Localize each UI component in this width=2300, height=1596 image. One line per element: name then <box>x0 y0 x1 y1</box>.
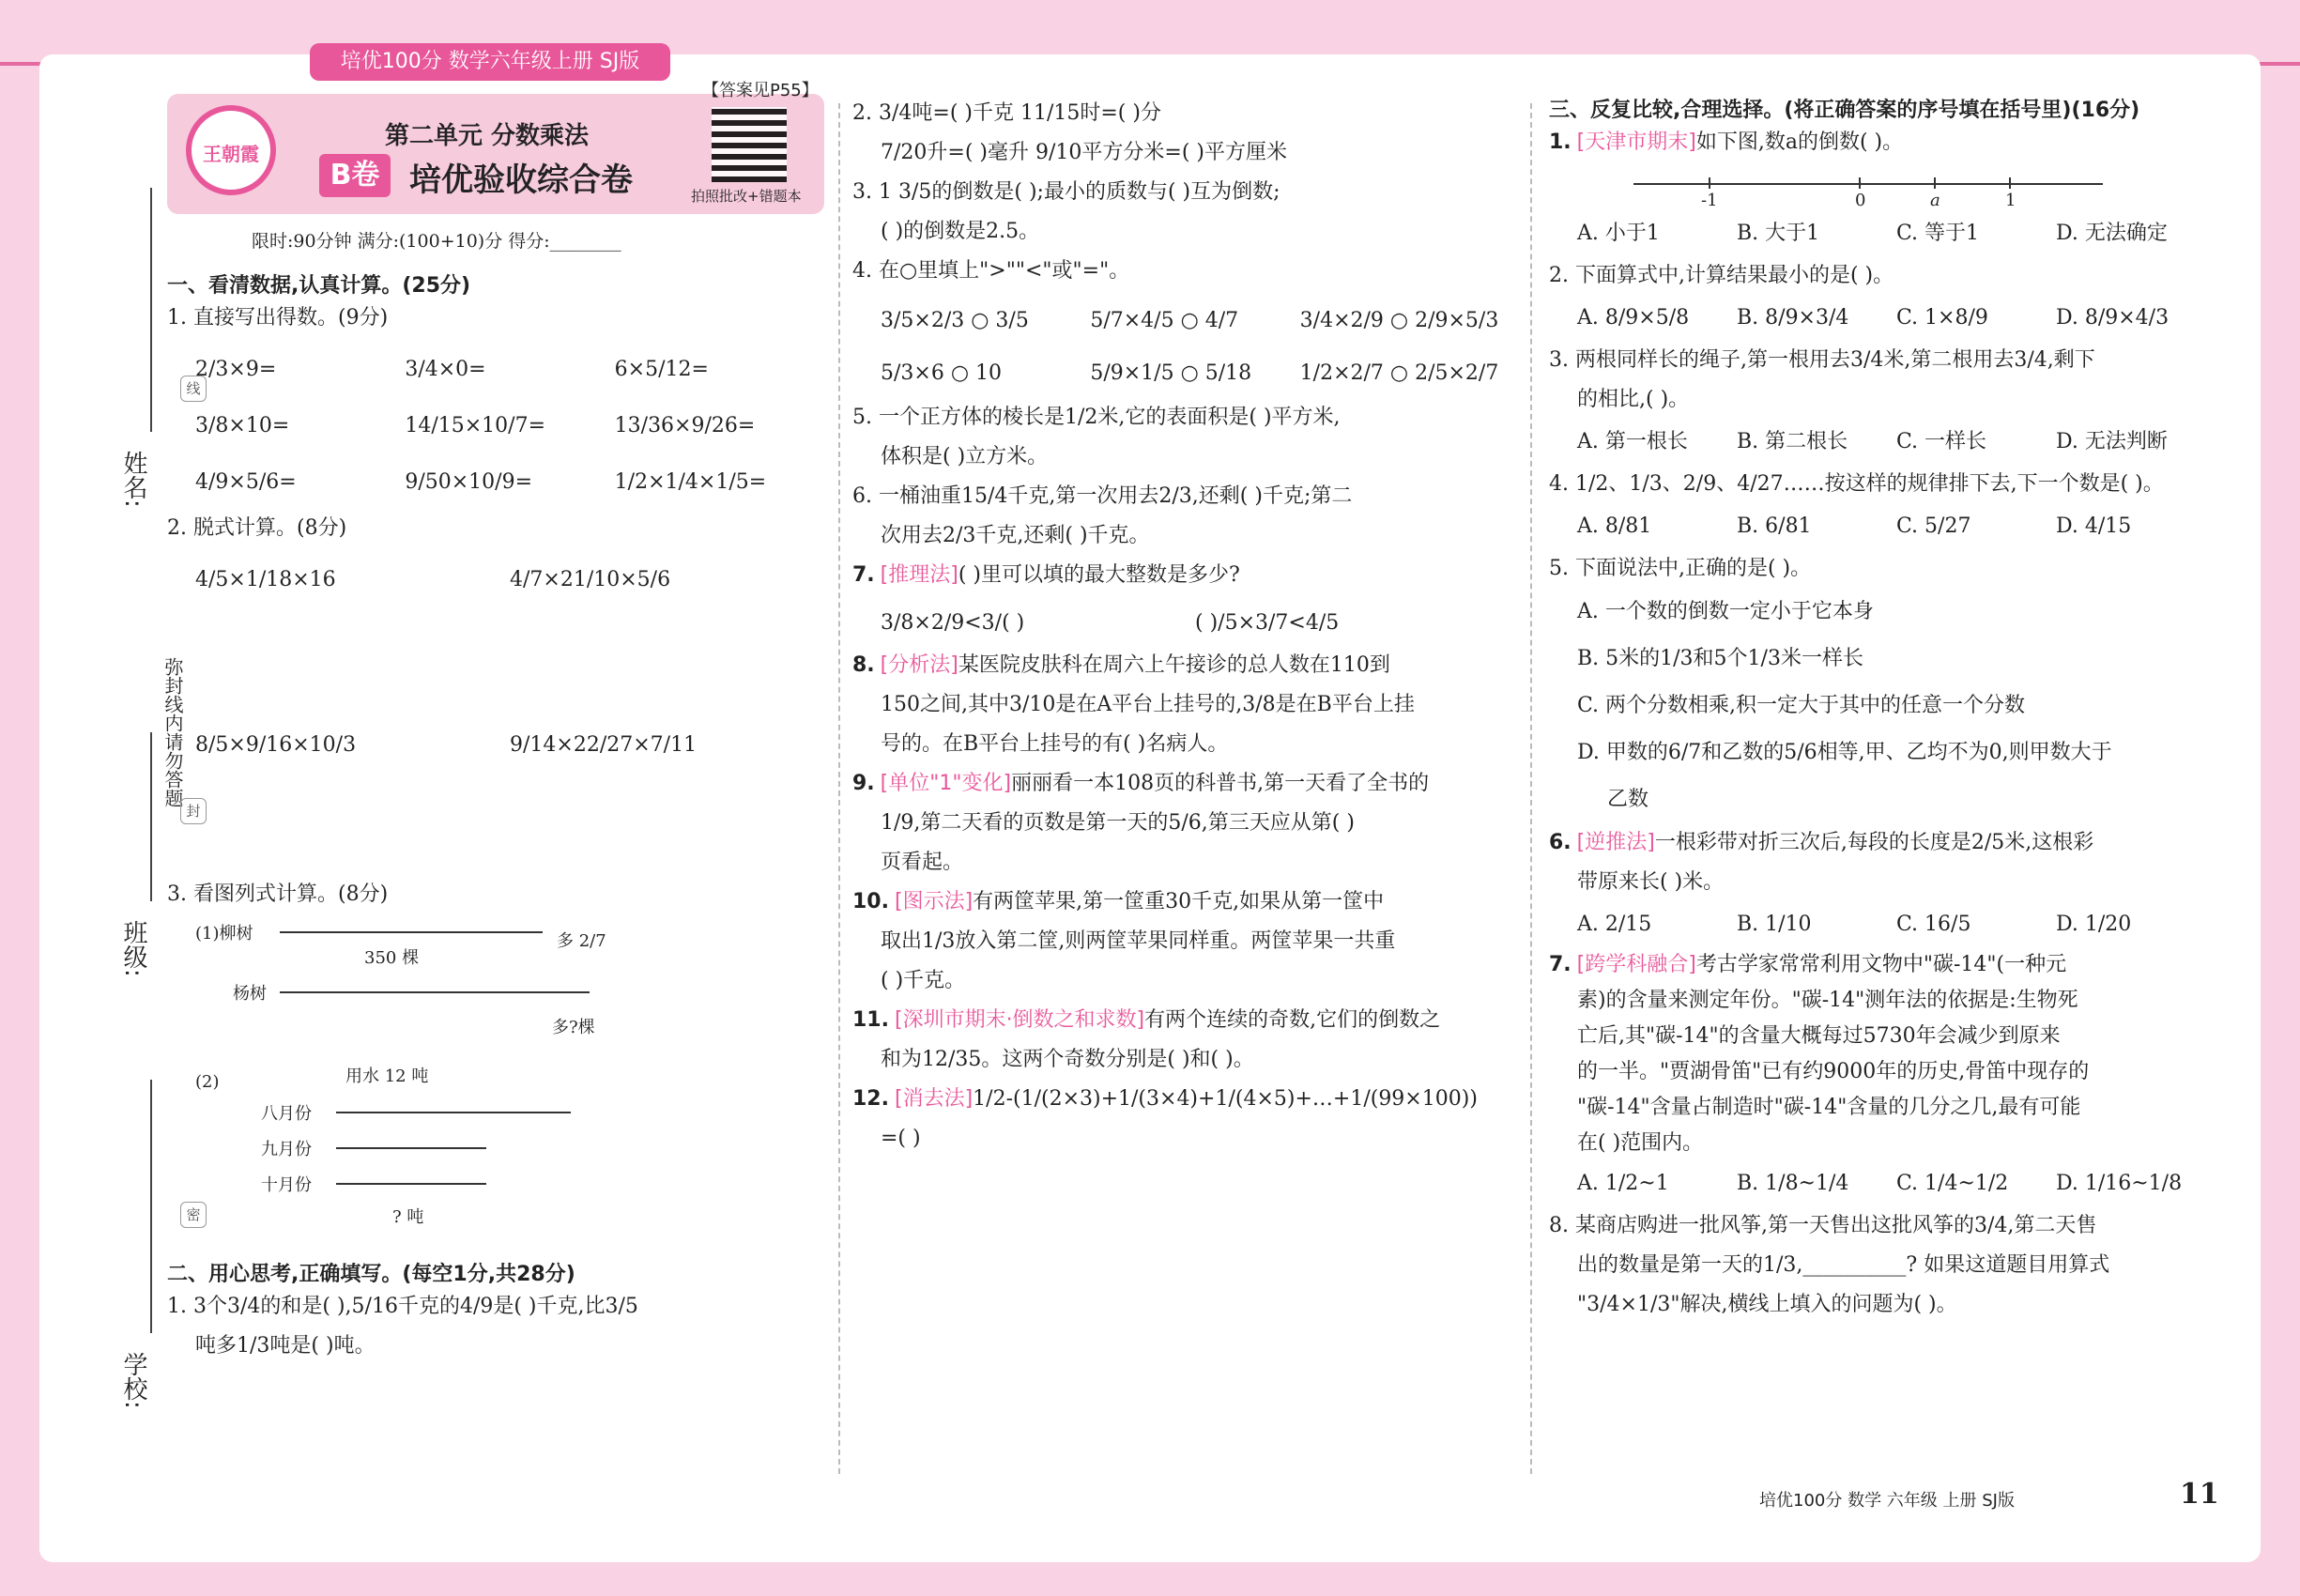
option[interactable]: B. 5米的1/3和5个1/3米一样长 <box>1577 647 1863 670</box>
compare-item: 5/7×4/5 ○ 4/7 <box>1090 309 1239 332</box>
brand-logo <box>186 105 276 195</box>
option[interactable]: A. 2/15 <box>1577 913 1652 936</box>
method-tag: [深圳市期末·倒数之和求数] <box>894 1008 1145 1032</box>
option[interactable]: B. 1/8~1/4 <box>1737 1172 1849 1195</box>
tick <box>1859 177 1861 189</box>
s3-q7d: 的一半。"贾湖骨笛"已有约9000年的历史,骨笛中现存的 <box>1577 1060 2090 1083</box>
method-tag: [图示法] <box>894 890 974 913</box>
poplar-label: 杨树 <box>233 984 267 1004</box>
water-part-label: (2) <box>195 1072 220 1092</box>
section-3-title: 三、反复比较,合理选择。(将正确答案的序号填在括号里)(16分) <box>1549 99 2140 122</box>
option[interactable]: A. 8/81 <box>1577 514 1652 538</box>
option[interactable]: B. 第二根长 <box>1737 430 1848 453</box>
column-2 <box>852 94 1510 1483</box>
month-aug: 八月份 <box>261 1104 312 1124</box>
option[interactable]: D. 无法确定 <box>2056 222 2168 245</box>
s3-q7b: 素)的含量来测定年份。"碳-14"测年法的依据是:生物死 <box>1577 989 2078 1012</box>
option[interactable]: B. 1/10 <box>1737 913 1812 936</box>
seal-note: 弥封线内请勿答题 <box>161 657 184 807</box>
seal-mark-line: 线 <box>180 376 207 402</box>
option[interactable]: B. 8/9×3/4 <box>1737 306 1849 330</box>
number-line-axis <box>1633 183 2103 185</box>
s2-q11b: 和为12/35。这两个奇数分别是( )和( )。 <box>881 1048 1254 1071</box>
ineq-item: 3/8×2/9<3/( ) <box>881 611 1025 635</box>
poplar-ask: 多?棵 <box>552 1018 595 1037</box>
calc-item: 3/8×10= <box>195 414 290 437</box>
option[interactable]: A. 第一根长 <box>1577 430 1688 453</box>
s2-q2b: 7/20升=( )毫升 9/10平方分米=( )平方厘米 <box>881 141 1287 164</box>
tick <box>1934 177 1936 189</box>
tick-label: 1 <box>2005 191 2016 210</box>
option[interactable]: C. 一样长 <box>1896 430 1987 453</box>
s3-q6: 6. [逆推法]一根彩带对折三次后,每段的长度是2/5米,这根彩 <box>1549 831 2094 854</box>
s1-q3: 3. 看图列式计算。(8分) <box>167 882 389 906</box>
method-tag: [逆推法] <box>1576 831 1655 854</box>
option[interactable]: A. 8/9×5/8 <box>1577 306 1690 330</box>
q1-text: 如下图,数a的倒数( )。 <box>1695 130 1904 154</box>
s3-q3b: 的相比,( )。 <box>1577 388 1690 411</box>
more-label: 多 2/7 <box>557 931 606 951</box>
s3-q5: 5. 下面说法中,正确的是( )。 <box>1549 557 1812 580</box>
school-label: 学校: <box>119 1352 147 1409</box>
s2-q1a: 1. 3个3/4的和是( ),5/16千克的4/9是( )千克,比3/5 <box>167 1295 638 1318</box>
s1-q1: 1. 直接写出得数。(9分) <box>167 306 389 330</box>
option[interactable]: B. 大于1 <box>1737 222 1820 245</box>
s1-q2: 2. 脱式计算。(8分) <box>167 516 347 540</box>
class-line <box>150 732 152 901</box>
s2-q11: 11. [深圳市期末·倒数之和求数]有两个连续的奇数,它们的倒数之 <box>852 1008 1441 1032</box>
option[interactable]: C. 两个分数相乘,积一定大于其中的任意一个分数 <box>1577 694 2026 717</box>
s2-q12b: =( ) <box>881 1127 921 1150</box>
option[interactable]: A. 1/2~1 <box>1577 1172 1669 1195</box>
section-2-title: 二、用心思考,正确填写。(每空1分,共28分) <box>167 1263 575 1286</box>
answer-reference: 【答案见P55】 <box>702 81 819 100</box>
tick-label: a <box>1930 191 1940 210</box>
s3-q6b: 带原来长( )米。 <box>1577 870 1725 894</box>
month-oct: 十月份 <box>261 1175 312 1195</box>
method-tag: [天津市期末] <box>1576 130 1696 154</box>
s3-q7: 7. [跨学科融合]考古学家常常利用文物中"碳-14"(一种元 <box>1549 953 2067 976</box>
option[interactable]: C. 1/4~1/2 <box>1896 1172 2009 1195</box>
qr-code-icon[interactable] <box>712 107 787 182</box>
s1-q1-items <box>195 344 824 509</box>
q8-text: 某医院皮肤科在周六上午接诊的总人数在110到 <box>958 653 1390 677</box>
option[interactable]: B. 6/81 <box>1737 514 1812 538</box>
oct-ask: ? 吨 <box>392 1207 424 1227</box>
aug-bar <box>336 1112 571 1113</box>
compare-item: 1/2×2/7 ○ 2/5×2/7 <box>1299 361 1499 385</box>
work-space[interactable] <box>167 772 824 875</box>
paper-title: 培优验收综合卷 <box>409 161 633 199</box>
s2-q1b: 吨多1/3吨是( )吨。 <box>195 1334 376 1358</box>
s2-q6b: 次用去2/3千克,还剩( )千克。 <box>881 524 1150 547</box>
option-continued: 乙数 <box>1607 788 1649 811</box>
s3-q1: 1. [天津市期末]如下图,数a的倒数( )。 <box>1549 130 1904 154</box>
s2-q8b: 150之间,其中3/10是在A平台上挂号的,3/8是在B平台上挂 <box>881 693 1415 716</box>
compare-item: 5/9×1/5 ○ 5/18 <box>1090 361 1252 385</box>
q10-text: 有两筐苹果,第一筐重30千克,如果从第一筐中 <box>973 890 1385 913</box>
s3-q6-options <box>1577 902 2216 947</box>
s3-q8b: 出的数量是第一天的1/3,__________? 如果这道题目用算式 <box>1577 1253 2110 1277</box>
section-1-title: 一、看清数据,认真计算。(25分) <box>167 274 471 298</box>
calc-item: 14/15×10/7= <box>405 414 545 437</box>
s3-q3-options <box>1577 420 2216 465</box>
column-3 <box>1549 94 2216 1483</box>
s2-q4-items <box>881 297 1510 398</box>
q11-text: 有两个连续的奇数,它们的倒数之 <box>1144 1008 1441 1032</box>
oct-bar <box>336 1183 486 1185</box>
s2-q8c: 号的。在B平台上挂号的有( )名病人。 <box>881 732 1229 756</box>
seal-mark-secret: 密 <box>180 1202 207 1228</box>
option[interactable]: D. 1/16~1/8 <box>2056 1172 2183 1195</box>
s3-q1-options <box>1577 211 2216 256</box>
poplar-bar <box>280 991 590 993</box>
calc-item: 9/50×10/9= <box>405 470 533 494</box>
q7-text: 考古学家常常利用文物中"碳-14"(一种元 <box>1695 953 2067 976</box>
q9-text: 丽丽看一本108页的科普书,第一天看了全书的 <box>1011 772 1430 795</box>
tree-diagram <box>195 920 824 1051</box>
calc-item: 13/36×9/26= <box>614 414 756 437</box>
calc-item: 3/4×0= <box>405 358 486 381</box>
s2-q10c: ( )千克。 <box>881 969 966 992</box>
option[interactable]: A. 一个数的倒数一定小于它本身 <box>1577 600 1874 623</box>
s3-q2: 2. 下面算式中,计算结果最小的是( )。 <box>1549 264 1894 287</box>
s2-q6a: 6. 一桶油重15/4千克,第一次用去2/3,还剩( )千克;第二 <box>852 484 1353 508</box>
calc-item: 2/3×9= <box>195 358 277 381</box>
work-space[interactable] <box>510 606 824 719</box>
q12-text: 1/2-(1/(2×3)+1/(3×4)+1/(4×5)+…+1/(99×100)) <box>973 1087 1478 1111</box>
s3-q7-options <box>1577 1161 2216 1206</box>
page-footer: 培优100分 数学 六年级 上册 SJ版 <box>1759 1491 2015 1511</box>
s2-q10b: 取出1/3放入第二筐,则两筐苹果同样重。两筐苹果一共重 <box>881 929 1396 953</box>
s3-q7c: 亡后,其"碳-14"的含量大概每过5730年会减少到原来 <box>1577 1024 2061 1048</box>
option[interactable]: C. 等于1 <box>1896 222 1980 245</box>
option[interactable]: D. 无法判断 <box>2056 430 2168 453</box>
option[interactable]: C. 5/27 <box>1896 514 1971 538</box>
option[interactable]: D. 1/20 <box>2056 913 2132 936</box>
willow-label: (1)柳树 <box>195 924 253 944</box>
option[interactable]: D. 甲数的6/7和乙数的5/6相等,甲、乙均不为0,则甲数大于 <box>1577 741 2112 764</box>
method-tag: [分析法] <box>880 653 958 677</box>
compare-item: 3/5×2/3 ○ 3/5 <box>881 309 1029 332</box>
s2-q4: 4. 在○里填上">""<"或"="。 <box>852 259 1130 283</box>
series-tab: 培优100分 数学六年级上册 SJ版 <box>310 43 670 81</box>
calc-item: 4/9×5/6= <box>195 470 297 494</box>
tick-label: -1 <box>1701 191 1718 210</box>
s2-q3b: ( )的倒数是2.5。 <box>881 220 1040 243</box>
method-tag: [跨学科融合] <box>1576 953 1696 976</box>
s2-q9: 9. [单位"1"变化]丽丽看一本108页的科普书,第一天看了全书的 <box>852 772 1430 795</box>
s2-q7: 7. [推理法]( )里可以填的最大整数是多少? <box>852 563 1240 587</box>
paper-tag: B卷 <box>319 154 391 197</box>
s2-q9c: 页看起。 <box>881 851 964 874</box>
water-diagram <box>195 1067 824 1241</box>
tick-label: 0 <box>1855 191 1866 210</box>
willow-value: 350 棵 <box>364 948 420 968</box>
calc-item: 6×5/12= <box>614 358 709 381</box>
month-sep: 九月份 <box>261 1140 312 1159</box>
s3-q8c: "3/4×1/3"解决,横线上填入的问题为( )。 <box>1577 1293 1957 1316</box>
tick <box>2009 177 2011 189</box>
s2-q5a: 5. 一个正方体的棱长是1/2米,它的表面积是( )平方米, <box>852 406 1341 429</box>
ineq-item: ( )/5×3/7<4/5 <box>1195 611 1340 635</box>
s2-q7-items <box>881 601 1510 646</box>
unit-title: 第二单元 分数乘法 <box>385 122 590 150</box>
seal-mark-seal: 封 <box>180 798 207 824</box>
s3-q4-options <box>1577 504 2216 549</box>
work-space[interactable] <box>195 606 510 719</box>
school-line <box>150 1080 152 1333</box>
column-1 <box>167 81 824 1483</box>
column-divider-2 <box>1530 103 1532 1474</box>
calc-item: 4/5×1/18×16 <box>195 568 336 591</box>
sep-bar <box>336 1147 486 1149</box>
s1-q2-items <box>195 554 824 772</box>
name-line <box>150 188 152 432</box>
option[interactable]: C. 16/5 <box>1896 913 1971 936</box>
option[interactable]: D. 4/15 <box>2056 514 2132 538</box>
s2-q9b: 1/9,第二天看的页数是第一天的5/6,第三天应从第( ) <box>881 811 1355 835</box>
method-tag: [单位"1"变化] <box>880 772 1012 795</box>
option[interactable]: D. 8/9×4/3 <box>2056 306 2170 330</box>
calc-item: 9/14×22/27×7/11 <box>510 733 698 757</box>
s3-q3a: 3. 两根同样长的绳子,第一根用去3/4米,第二根用去3/4,剩下 <box>1549 348 2095 372</box>
q7-text: ( )里可以填的最大整数是多少? <box>958 563 1240 587</box>
s3-q7f: 在( )范围内。 <box>1577 1131 1704 1155</box>
s3-q8a: 8. 某商店购进一批风筝,第一天售出这批风筝的3/4,第二天售 <box>1549 1214 2097 1237</box>
q6-text: 一根彩带对折三次后,每段的长度是2/5米,这根彩 <box>1654 831 2094 854</box>
calc-item: 4/7×21/10×5/6 <box>510 568 671 591</box>
page-number: 11 <box>2180 1478 2219 1511</box>
class-label: 班级: <box>119 920 147 977</box>
s3-q7e: "碳-14"含量占制造时"碳-14"含量的几分之几,最有可能 <box>1577 1096 2081 1119</box>
qr-caption: 拍照批改+错题本 <box>691 188 802 205</box>
compare-item: 5/3×6 ○ 10 <box>881 361 1003 385</box>
s2-q10: 10. [图示法]有两筐苹果,第一筐重30千克,如果从第一筐中 <box>852 890 1385 913</box>
s2-q12: 12. [消去法]1/2-(1/(2×3)+1/(3×4)+1/(4×5)+…+1/(99×100)) <box>852 1087 1478 1111</box>
s2-q2a: 2. 3/4吨=( )千克 11/15时=( )分 <box>852 101 1161 125</box>
logo-text: 王朝霞 <box>203 143 259 165</box>
method-tag: [推理法] <box>880 563 958 587</box>
calc-item: 1/2×1/4×1/5= <box>614 470 767 494</box>
column-divider-1 <box>838 103 840 1474</box>
method-tag: [消去法] <box>894 1087 974 1111</box>
number-line <box>1633 170 2216 211</box>
exam-meta: 限时:90分钟 满分:(100+10)分 得分:________ <box>252 231 621 252</box>
name-label: 姓名: <box>119 451 147 508</box>
tick <box>1709 177 1710 189</box>
option[interactable]: C. 1×8/9 <box>1896 306 1988 330</box>
willow-bar <box>280 931 543 933</box>
s2-q5b: 体积是( )立方米。 <box>881 445 1049 468</box>
compare-item: 3/4×2/9 ○ 2/9×5/3 <box>1299 309 1499 332</box>
s2-q8: 8. [分析法]某医院皮肤科在周六上午接诊的总人数在110到 <box>852 653 1390 677</box>
binding-sidebar <box>56 94 201 1483</box>
s3-q4: 4. 1/2、1/3、2/9、4/27……按这样的规律排下去,下一个数是( )。 <box>1549 472 2164 496</box>
calc-item: 8/5×9/16×10/3 <box>195 733 357 757</box>
s3-q2-options <box>1577 296 2216 341</box>
option[interactable]: A. 小于1 <box>1577 222 1660 245</box>
paper-header <box>167 81 824 214</box>
s2-q3a: 3. 1 3/5的倒数是( );最小的质数与( )互为倒数; <box>852 180 1280 204</box>
water-total: 用水 12 吨 <box>345 1067 429 1086</box>
